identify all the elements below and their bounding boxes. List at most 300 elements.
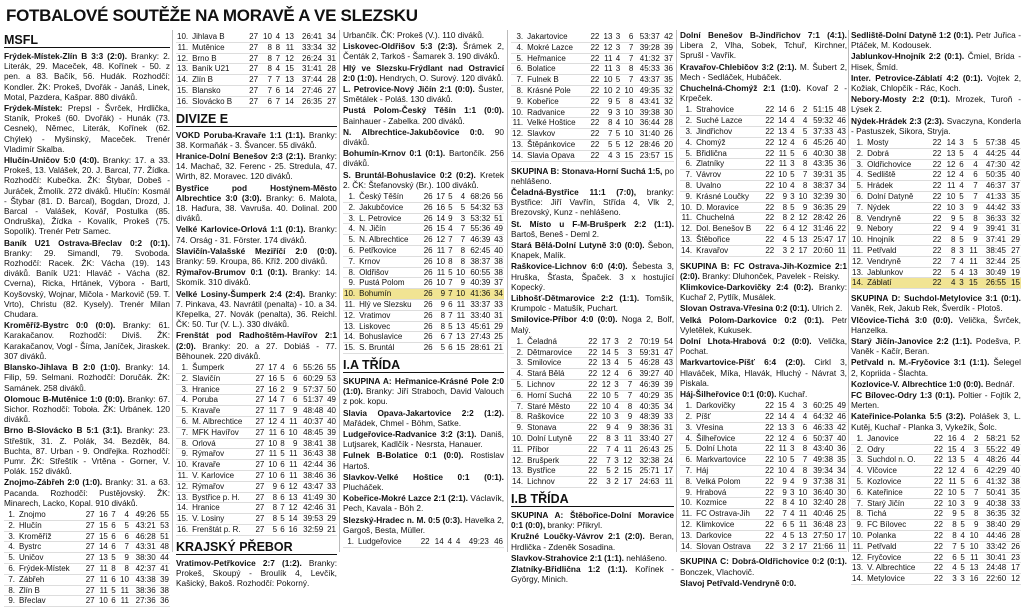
table-cell: 8 [117, 563, 130, 574]
table-cell: 43:41 [634, 96, 661, 107]
table-row [680, 466, 847, 477]
table-cell: 8. [511, 85, 524, 96]
team-name-cell: V. Karlovice [189, 471, 252, 482]
table-cell: 22 [587, 32, 600, 42]
table-cell: 7. [680, 466, 693, 477]
table-cell: 2 [788, 213, 796, 224]
table-cell: 7 [117, 542, 130, 553]
match-details: Branky: 59. Kroupa, 86. Kříž. 200 diváků. [176, 256, 328, 267]
table-cell: 5 [448, 267, 453, 277]
table-cell: 22 [762, 116, 775, 127]
table-cell: 12 [598, 369, 612, 380]
table-cell: 30 [834, 487, 847, 498]
team-name-cell: Lichnov [524, 477, 585, 488]
table-cell: 6 [434, 332, 447, 343]
table-cell: 28:46 [634, 139, 661, 150]
table-cell: 9 [796, 202, 809, 213]
table-cell: 9 [795, 476, 808, 487]
table-cell: 7 [278, 406, 286, 417]
table-row [851, 148, 1021, 159]
table-cell: 7 [454, 235, 467, 246]
table-cell: 3 [775, 541, 788, 552]
match-details: Petr Juřica - Ptáček, M. Kodousek. [851, 30, 1021, 51]
table-cell: 8 [259, 42, 273, 53]
table-cell: 22 [587, 96, 600, 107]
table-cell: 54:32 [466, 202, 491, 213]
table-cell: 27 [253, 395, 266, 406]
match-details: Daniš, Lutjsarek, Kadlčík - Nesrsta, Hanauer. [343, 429, 504, 450]
table-cell: 28 [661, 118, 674, 129]
table-cell: 20:60 [808, 245, 834, 256]
table-cell: 30:41 [979, 552, 1007, 563]
team-name-cell: Chomýž [693, 137, 762, 148]
table-cell: 8 [775, 202, 788, 213]
table-cell: 43:31 [130, 542, 157, 553]
results-block [680, 30, 847, 103]
table-cell: 9. [4, 596, 16, 607]
table-row [176, 427, 337, 438]
table-cell: 3 [788, 159, 796, 170]
table-cell: 5 [613, 96, 621, 107]
table-cell: 8 [109, 563, 117, 574]
match-headline: Frenštát pod Radhoštěm-Havířov 2:1 (2:0). [176, 330, 337, 351]
match-details: Branky: 29. Simandl, 79. Svoboda. Rozhodčí: Racek. ŽK: Vácha (19). 143 diváků. Baník U21: Hlaváč - Vácha (82. Cverna), Ricka, Hrtánek, Výbora - Bartl, Koyšovský, Wojnar, Mičola - Markovič (59. T. Vrto), Christu (82. Kysely). Trenér Milan Chudara. [4, 247, 170, 320]
table-cell: 14 [775, 105, 788, 115]
match-report [343, 127, 504, 147]
table-cell: 8 [943, 246, 957, 257]
table-cell: 46 [834, 412, 847, 423]
table-cell: 7 [448, 246, 453, 256]
table-row [343, 202, 504, 213]
table-cell: 48:45 [298, 427, 324, 438]
table-cell: 22 [929, 246, 943, 257]
table-cell: 27 [82, 520, 95, 531]
table-cell: 27 [82, 553, 95, 564]
table-cell: 32 [323, 42, 337, 53]
table-cell: 60:55 [466, 267, 491, 278]
table-row [176, 53, 337, 64]
table-cell: 4 [775, 234, 788, 245]
team-name-cell: Petřvald [864, 541, 930, 552]
table-cell: 50:41 [979, 487, 1007, 498]
column-divider [339, 30, 340, 552]
table-row [4, 542, 170, 553]
table-cell: 47 [660, 347, 674, 358]
table-cell: 9 [943, 224, 957, 235]
table-cell: 43:47 [298, 481, 324, 492]
table-cell: 46:33 [808, 422, 834, 433]
table-cell: 1. [680, 401, 693, 411]
match-headline: Slavkov-Velké Hoštice 0:1 (0:1). [343, 471, 504, 482]
table-cell: 14 [281, 85, 295, 96]
team-name-cell: Příbor [524, 444, 585, 455]
table-cell: 5. [851, 181, 864, 192]
table-cell: 22 [929, 202, 943, 213]
table-cell: 5 [788, 530, 796, 541]
match-details: Bonczek, Vlachovič. [680, 566, 755, 577]
match-headline: Hranice-Dolní Benešov 2:3 (2:1). [176, 150, 306, 161]
table-cell: 27 [253, 449, 266, 460]
table-cell: 4 [796, 116, 809, 127]
table-cell: 10. [177, 460, 189, 470]
table-cell: 8. [176, 438, 189, 449]
table-cell: 36:48 [808, 519, 834, 530]
table-cell: 10 [943, 202, 957, 213]
table-cell: 5 [943, 267, 957, 278]
table-cell: 26 [834, 213, 847, 224]
table-cell: 5 [448, 202, 453, 212]
match-headline: Hlučín-Uničov 5:0 (4:0). [4, 155, 100, 166]
table-row [176, 471, 337, 482]
table-cell: 16 [966, 574, 980, 585]
table-cell: 8 [259, 53, 273, 64]
table-cell: 11 [660, 477, 674, 488]
team-name-cell: Dolní Lutyně [524, 433, 585, 444]
table-cell: 22 [762, 191, 775, 202]
table-row [176, 438, 337, 449]
table-cell: 8 [795, 466, 808, 477]
match-report [343, 84, 504, 104]
table-cell: 27 [253, 460, 266, 471]
match-details: branky: Bystřice: Jiří Vavřín, Střída 4, Vlk 2, Brezovský, Kunz - nehlášeno. [511, 186, 674, 218]
team-name-cell: Mutěnice [189, 42, 245, 53]
table-cell: 14 [775, 412, 788, 423]
table-cell: 40:29 [633, 390, 660, 401]
table-cell: 6. [343, 246, 356, 257]
table-cell: 3 [598, 477, 612, 488]
table-cell: 56 [491, 192, 504, 202]
table-cell: 11 [265, 427, 278, 438]
table-cell: 5 [620, 358, 634, 369]
table-cell: 8 [600, 118, 613, 129]
table-cell: 3 [612, 337, 620, 347]
table-cell: 27:43 [466, 332, 491, 343]
match-details: Branky: 14. Skomík. 310 diváků. [176, 267, 337, 288]
table-cell: 26 [421, 300, 434, 311]
table-cell: 53 [324, 373, 337, 384]
table-cell: 22 [762, 422, 775, 433]
match-report [851, 116, 1021, 136]
table-cell: 49:23 [461, 537, 489, 547]
match-report [851, 390, 1021, 410]
table-cell: 11 [775, 444, 788, 455]
table-cell: 3 [612, 380, 620, 391]
table-cell: 12 [796, 213, 809, 224]
table-cell: 11 [795, 509, 808, 520]
table-cell: 11 [965, 246, 979, 257]
match-details: Branky: 2. Literák, 29. Maceček, 48. Kořínek - 50. z pen. a 83. Bačík, 56. Hudák. Rozhodčí: Kondler. ŽK: Prokeš, Dvořák - Janáš, Linek, Motal, Pazdera, Kašpar. 880 diváků. [4, 51, 170, 102]
table-cell: 22 [587, 118, 600, 129]
table-cell: 10 [944, 498, 958, 509]
match-headline: Jablunkov-Hnojník 2:2 (0:1). [851, 51, 965, 62]
table-cell: 48:26 [979, 455, 1007, 466]
match-headline: Stará Bělá-Dolní Lutyně 3:0 (0:0). [511, 239, 645, 250]
table-cell: 12 [286, 503, 299, 514]
team-name-cell: Vlčovice [864, 466, 930, 477]
table-cell: 27 [82, 596, 95, 607]
match-report [511, 293, 674, 313]
table-cell: 5. [176, 406, 189, 417]
table-cell: 13. [177, 64, 189, 74]
table-cell: 21 [324, 525, 337, 536]
table-cell: 16 [265, 384, 278, 395]
table-row [176, 42, 337, 53]
team-name-cell: Dol. Benešov B [693, 224, 762, 235]
table-row [680, 148, 847, 159]
match-headline: Dolní Lhota-Hrabová 0:2 (0:0). [680, 336, 812, 346]
table-cell: 25:71 [633, 466, 660, 477]
table-cell: 15. [177, 514, 189, 524]
table-cell: 26:43 [633, 444, 660, 455]
table-cell: 27 [253, 503, 266, 514]
table-row [511, 369, 674, 380]
standings-table [511, 337, 674, 488]
table-row [851, 552, 1021, 563]
match-report [176, 289, 337, 330]
table-cell: 11. [681, 213, 693, 223]
team-name-cell: FC Ostrava-Jih [693, 509, 762, 520]
team-name-cell: Brno B [189, 53, 245, 64]
table-cell: 17 [795, 541, 808, 552]
match-details: Šebon, Knapek, Malík. [511, 239, 674, 261]
column-divider [848, 30, 849, 552]
table-cell: 13. [681, 234, 693, 244]
table-cell: 10 [775, 455, 788, 466]
team-name-cell: Pustá Polom [356, 278, 421, 289]
table-cell: 8 [434, 321, 447, 332]
table-cell: 11 [286, 471, 299, 482]
table-cell: 22 [762, 487, 775, 498]
table-cell: 10. [852, 531, 864, 540]
table-cell: 12 [621, 139, 634, 150]
table-cell: 42 [1007, 159, 1021, 170]
table-cell: 4 [612, 369, 620, 380]
table-row [680, 412, 847, 423]
table-cell: 15 [96, 520, 109, 531]
table-cell: 11. [177, 42, 189, 52]
table-cell: 2 [612, 466, 620, 477]
match-report [4, 238, 170, 320]
table-cell: 8. [680, 476, 693, 487]
table-cell: 6 [448, 300, 453, 310]
match-headline: Frýdek-Místek-Zlín B 3:3 (2:0). [4, 51, 128, 61]
table-cell: 8 [775, 213, 788, 224]
table-cell: 22 [930, 498, 944, 509]
match-report [680, 336, 847, 356]
table-cell: 3. [343, 213, 356, 224]
table-cell: 22 [762, 148, 775, 159]
table-cell: 22 [929, 181, 943, 192]
table-cell: 9 [620, 412, 634, 423]
match-details: Mrozek, Turoň - Lýsek 2. [851, 94, 1021, 115]
table-cell: 44:46 [979, 531, 1007, 542]
table-cell: 11 [965, 256, 979, 267]
table-row [511, 423, 674, 434]
table-row [4, 520, 170, 531]
table-cell: 35 [1007, 192, 1021, 203]
table-cell: 3 [612, 412, 620, 423]
table-cell: 22 [417, 537, 431, 547]
table-cell: 6 [966, 477, 980, 488]
results-block [176, 558, 337, 589]
table-cell: 6 [278, 481, 286, 492]
table-cell: 33:40 [466, 310, 491, 321]
table-cell: 40 [834, 433, 847, 444]
table-cell: 5. [851, 477, 864, 488]
table-cell: 42:37 [130, 563, 157, 574]
table-cell: 9. [511, 96, 524, 107]
table-cell: 26 [421, 192, 434, 202]
table-cell: 12. [512, 129, 524, 139]
table-cell: 13. [512, 139, 524, 149]
table-cell: 2 [796, 105, 809, 115]
table-cell: 23 [1007, 552, 1021, 563]
table-cell: 11 [795, 519, 808, 530]
table-cell: 22 [587, 42, 600, 53]
table-cell: 3 [612, 433, 620, 444]
table-cell: 36 [661, 64, 674, 75]
table-cell: 7. [851, 498, 864, 509]
table-cell: 2 [788, 541, 796, 552]
table-cell: 13 [281, 75, 295, 86]
table-cell: 9 [454, 278, 467, 289]
table-cell: 4 [956, 181, 964, 192]
table-cell: 12. [852, 256, 864, 266]
table-cell: 13 [944, 455, 958, 466]
table-row [343, 224, 504, 235]
table-cell: 6. [4, 563, 16, 574]
table-cell: 22 [930, 531, 944, 542]
table-cell: 22 [930, 455, 944, 466]
table-cell: 49 [324, 395, 337, 406]
table-cell: 14. [852, 278, 864, 288]
table-cell: 4 [956, 256, 964, 267]
table-cell: 27 [253, 525, 266, 536]
table-cell: 4 [445, 537, 453, 547]
table-cell: 9 [286, 384, 299, 395]
table-row [176, 384, 337, 395]
match-report [851, 73, 1021, 93]
table-cell: 22 [587, 129, 600, 140]
match-report [176, 246, 337, 266]
table-row [851, 278, 1021, 289]
table-cell: 4 [788, 127, 796, 138]
table-cell: 3 [612, 455, 620, 466]
table-cell: 22 [930, 574, 944, 585]
table-cell: 33:40 [633, 433, 660, 444]
match-report [176, 151, 337, 182]
table-cell: 8 [775, 498, 788, 509]
table-cell: 26 [421, 278, 434, 289]
team-name-cell: Vřesina [693, 422, 762, 433]
table-cell: 3. [511, 358, 524, 369]
table-cell: 2. [851, 148, 864, 159]
table-cell: 4. [343, 224, 356, 235]
table-cell: 42:44 [298, 460, 324, 471]
table-cell: 14 [434, 213, 447, 224]
table-cell: 7 [598, 444, 612, 455]
table-cell: 38 [834, 148, 847, 159]
match-headline: S. Bruntál-Bohuslavice 0:2 (0:2). [343, 169, 476, 180]
column-divider [676, 30, 677, 552]
team-name-cell: Sedliště [864, 170, 928, 181]
table-cell: 16 [265, 373, 278, 384]
table-cell: 9 [966, 498, 980, 509]
table-cell: 28 [323, 75, 337, 86]
table-cell: 14 [265, 395, 278, 406]
match-report [851, 293, 1021, 313]
table-cell: 5 [956, 148, 964, 159]
table-cell: 22 [762, 433, 775, 444]
table-cell: 31 [324, 503, 337, 514]
table-cell: 26 [421, 202, 434, 213]
table-cell: 40 [660, 369, 674, 380]
table-cell: 22 [587, 107, 600, 118]
table-cell: 27 [253, 363, 266, 373]
table-cell: 36:40 [808, 487, 834, 498]
table-cell: 9 [775, 476, 788, 487]
table-row [343, 235, 504, 246]
standings-table [680, 105, 847, 256]
match-report [511, 553, 674, 563]
match-details: Branky: 14. Machač, 32. Ferenc - 25. Stredula, 47. Wirth, 82. Moravec. 120 diváků. [176, 150, 337, 182]
match-headline: Chuchelná-Chomýž 2:1 (1:0). [680, 83, 801, 94]
table-cell: 46 [834, 116, 847, 127]
table-cell: 4 [788, 466, 796, 477]
match-details: Kořínek - György, Minich. [511, 563, 675, 585]
table-cell: 4 [788, 433, 796, 444]
column-divider [507, 30, 508, 552]
table-cell: 6 [278, 492, 286, 503]
team-name-cell: Český Těšín [356, 192, 421, 202]
match-headline: SKUPINA B: Stonava-Horní Suchá 1:5, [511, 165, 663, 176]
table-cell: 13. [852, 267, 864, 277]
table-cell: 14 [286, 514, 299, 525]
table-row [176, 514, 337, 525]
table-row [680, 181, 847, 192]
table-cell: 25 [834, 509, 847, 520]
match-report [511, 261, 674, 292]
table-cell: 49:35 [634, 85, 661, 96]
table-cell: 60:29 [298, 373, 324, 384]
table-cell: 55:22 [979, 444, 1007, 455]
table-cell: 7 [620, 390, 634, 401]
table-cell: 10 [265, 460, 278, 471]
table-cell: 22 [762, 137, 775, 148]
table-cell: 6 [117, 531, 130, 542]
table-cell: 22 [929, 159, 943, 170]
table-cell: 38:37 [466, 256, 491, 267]
standings-table [4, 510, 170, 607]
table-row [851, 498, 1021, 509]
match-details: Branky: Prokeš, Skoupý - Broulík 4, Levčík, Kašický, Bakoš. Rozhodčí: Pokorný. [176, 557, 337, 589]
table-cell: 7 [448, 278, 453, 288]
table-cell: 17 [598, 337, 612, 347]
match-details: Kretek 2. ČK: Štefanovský (Br.). 100 diváků. [343, 169, 504, 190]
table-cell: 22 [762, 541, 775, 552]
team-name-cell: Mokré Lazce [524, 42, 587, 53]
table-cell: 14 [598, 347, 612, 358]
table-cell: 22 [930, 487, 944, 498]
table-cell: 22 [930, 563, 944, 574]
match-details: Vaněk, Rek, Jakub Rek, Šverdík - Plotoš. [851, 303, 1003, 314]
table-cell: 8 [796, 159, 809, 170]
table-cell: 12 [265, 417, 278, 428]
match-details: M. Šubert 2, Mech - Sedláček, Hubáček. [680, 61, 847, 82]
team-name-cell: Kravaře [189, 460, 252, 471]
table-cell: 38 [491, 256, 504, 267]
match-details: Plucháček. [343, 482, 384, 493]
